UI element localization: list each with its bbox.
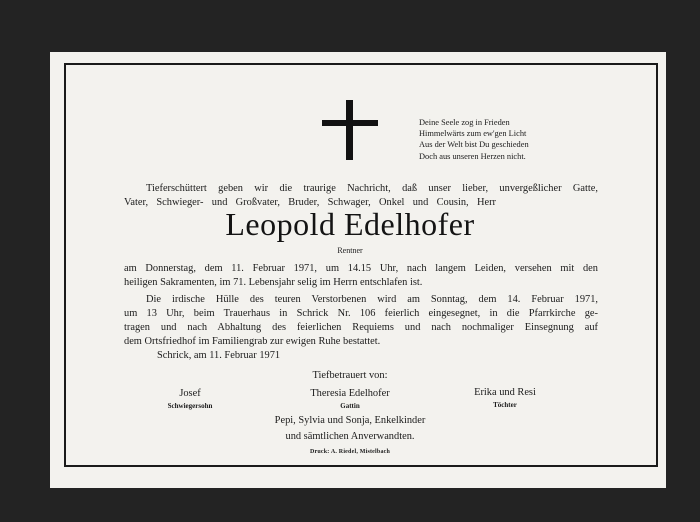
- poem-line: Aus der Welt bist Du geschieden: [419, 140, 529, 150]
- mourner-center-relation: Gattin: [340, 402, 360, 410]
- intro-line-1: Tieferschüttert geben wir die traurige Nachricht, daß unser lieber, unvergeßlicher Gatte,: [146, 183, 598, 194]
- deceased-name: Leopold Edelhofer: [225, 206, 475, 242]
- funeral-line-4: dem Ortsfriedhof im Familiengrab zur ewigen Ruhe bestattet.: [124, 336, 381, 347]
- poem-line: Himmelwärts zum ew'gen Licht: [419, 129, 527, 139]
- mourner-left-name: Josef: [179, 388, 201, 399]
- printer-credit: Druck: A. Riedel, Mistelbach: [309, 449, 391, 455]
- deceased-occupation: Rentner: [337, 246, 363, 255]
- memorial-poem: [419, 117, 589, 162]
- intro-line-2: Vater, Schwieger- und Großvater, Bruder, Schwager, Onkel und Cousin, Herr: [124, 197, 496, 208]
- funeral-line-2: um 13 Uhr, beim Trauerhaus in Schrick Nr. 106 feierlich eingesegnet, in die Pfarrkirche ge-: [124, 308, 598, 319]
- poem-line: Doch aus unseren Herzen nicht.: [419, 151, 526, 161]
- mourner-right-relation: Töchter: [493, 401, 517, 409]
- funeral-line-3: tragen und nach Abhaltung des feierlichen Requiems und nach nochmaliger Einsegnung auf: [124, 322, 598, 333]
- death-notice-line-1: am Donnerstag, dem 11. Februar 1971, um 14.15 Uhr, nach langem Leiden, versehen mit den: [124, 263, 598, 274]
- relatives: und sämtlichen Anverwandten.: [285, 431, 415, 442]
- grandchildren: Pepi, Sylvia und Sonja, Enkelkinder: [274, 415, 426, 426]
- mourners-heading: Tiefbetrauert von:: [312, 370, 388, 381]
- poem-line: Deine Seele zog in Frieden: [419, 118, 510, 127]
- funeral-line-1: Die irdische Hülle des teuren Verstorbenen wird am Sonntag, dem 14. Februar 1971,: [146, 294, 598, 305]
- death-notice-line-2: heiligen Sakramenten, im 71. Lebensjahr selig im Herrn entschlafen ist.: [124, 277, 423, 288]
- cross-icon: [322, 100, 378, 160]
- mourner-right-name: Erika und Resi: [474, 387, 536, 398]
- mourner-left-relation: Schwiegersohn: [167, 402, 213, 410]
- mourner-center-name: Theresia Edelhofer: [310, 388, 390, 399]
- place-date: Schrick, am 11. Februar 1971: [157, 350, 281, 361]
